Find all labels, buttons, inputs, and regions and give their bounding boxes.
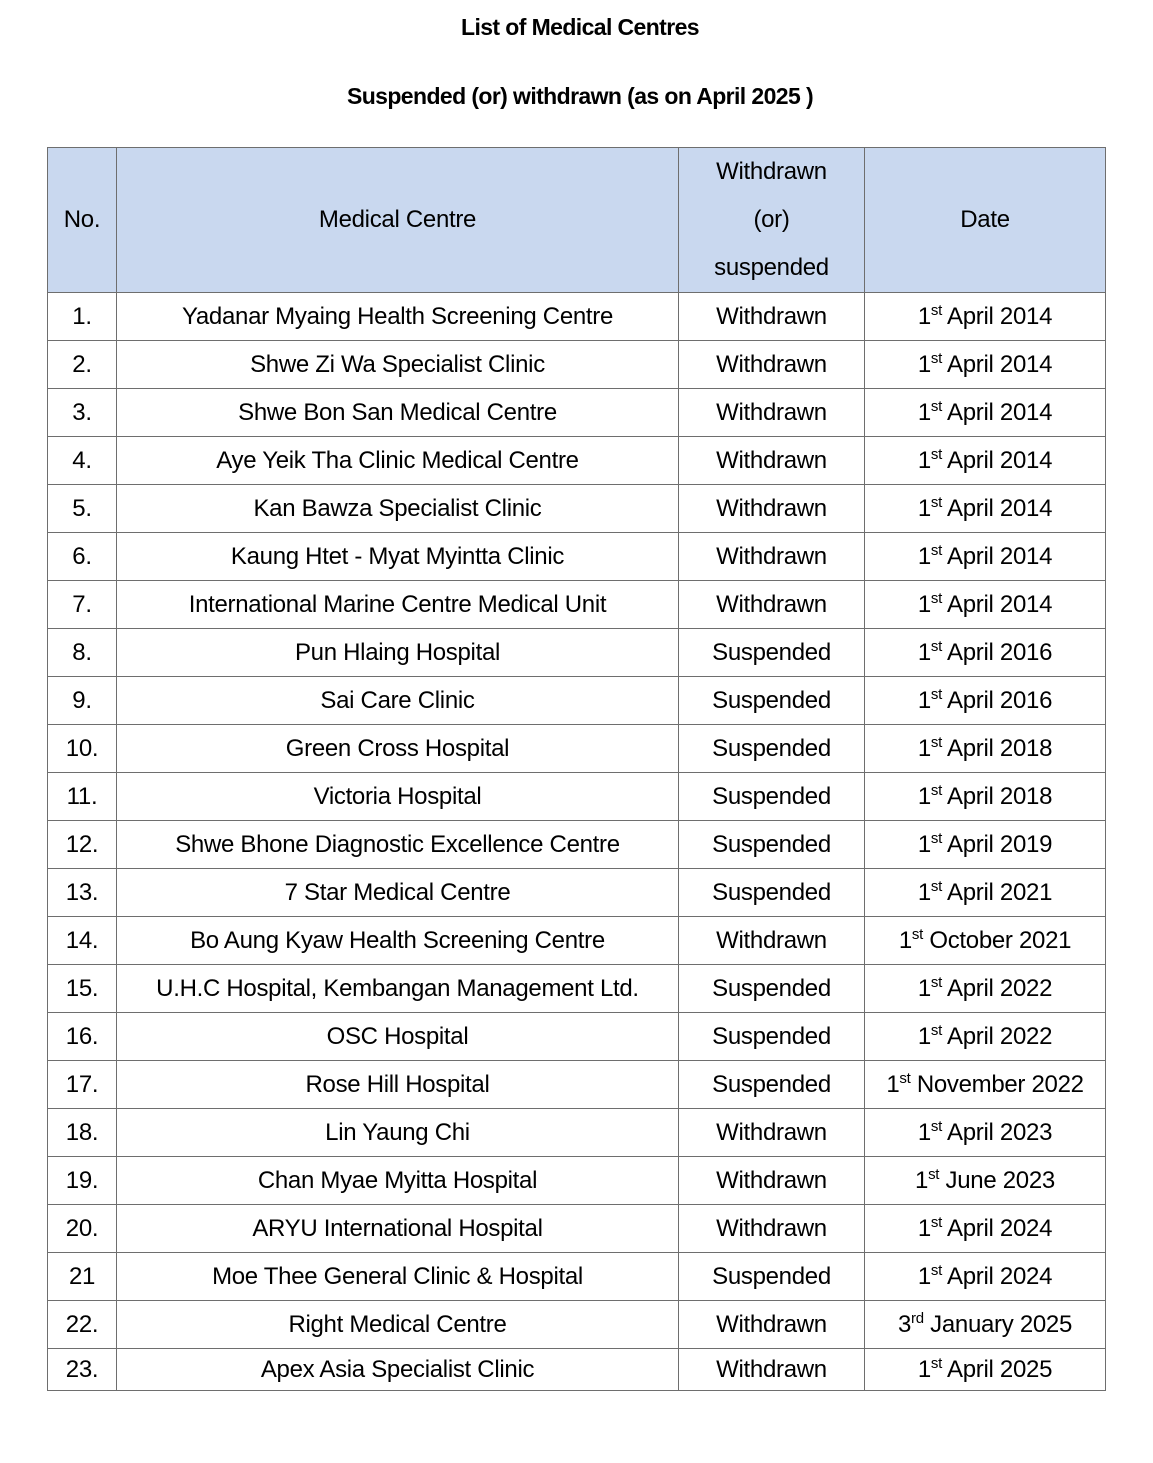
date-day: 1 (917, 734, 931, 762)
medical-centre-name: Apex Asia Specialist Clinic (117, 1349, 679, 1391)
date-day: 1 (917, 974, 931, 1002)
date-cell (865, 1349, 1106, 1391)
column-header-status (679, 148, 865, 293)
status-cell: Withdrawn (679, 1109, 865, 1157)
date-ordinal-suffix: st (930, 781, 942, 799)
date-month-year: April 2019 (942, 830, 1053, 858)
medical-centre-name: Shwe Bhone Diagnostic Excellence Centre (117, 821, 679, 869)
date-day: 1 (917, 686, 931, 714)
table-row (48, 389, 1106, 437)
table-row (48, 437, 1106, 485)
date-ordinal-suffix: st (930, 301, 942, 319)
table-row (48, 773, 1106, 821)
date-day: 1 (917, 494, 931, 522)
medical-centre-name: Aye Yeik Tha Clinic Medical Centre (117, 437, 679, 485)
table-row (48, 821, 1106, 869)
medical-centre-name: Rose Hill Hospital (117, 1061, 679, 1109)
status-cell: Suspended (679, 869, 865, 917)
date-day: 1 (917, 350, 931, 378)
status-cell: Suspended (679, 629, 865, 677)
status-cell: Withdrawn (679, 437, 865, 485)
date-day: 1 (917, 1262, 931, 1290)
date-ordinal-suffix: st (930, 1117, 942, 1135)
row-number: 7. (48, 581, 117, 629)
date-ordinal-suffix: st (928, 1165, 940, 1183)
medical-centre-name: Sai Care Clinic (117, 677, 679, 725)
medical-centre-name: Moe Thee General Clinic & Hospital (117, 1253, 679, 1301)
medical-centre-name: Kaung Htet - Myat Myintta Clinic (117, 533, 679, 581)
row-number: 9. (48, 677, 117, 725)
date-cell (865, 629, 1106, 677)
date-ordinal-suffix: st (930, 349, 942, 367)
table-row (48, 485, 1106, 533)
status-cell: Suspended (679, 965, 865, 1013)
medical-centre-name: Victoria Hospital (117, 773, 679, 821)
date-month-year: April 2014 (942, 542, 1053, 570)
date-ordinal-suffix: st (911, 925, 923, 943)
date-day: 1 (917, 1214, 931, 1242)
column-header-no: No. (48, 148, 117, 293)
table-row (48, 917, 1106, 965)
row-number: 2. (48, 341, 117, 389)
date-day: 1 (917, 830, 931, 858)
date-day: 1 (917, 638, 931, 666)
column-header-medical-centre: Medical Centre (117, 148, 679, 293)
date-ordinal-suffix: st (930, 877, 942, 895)
row-number: 21 (48, 1253, 117, 1301)
date-cell (865, 965, 1106, 1013)
date-ordinal-suffix: st (930, 445, 942, 463)
status-cell: Withdrawn (679, 1349, 865, 1391)
date-cell (865, 1061, 1106, 1109)
date-cell (865, 341, 1106, 389)
status-cell: Withdrawn (679, 1157, 865, 1205)
medical-centre-name: Chan Myae Myitta Hospital (117, 1157, 679, 1205)
table-row (48, 581, 1106, 629)
date-ordinal-suffix: st (930, 1213, 942, 1231)
date-ordinal-suffix: st (899, 1069, 911, 1087)
row-number: 14. (48, 917, 117, 965)
table-row (48, 1157, 1106, 1205)
date-day: 3 (897, 1310, 912, 1338)
status-cell: Withdrawn (679, 485, 865, 533)
status-cell: Withdrawn (679, 1301, 865, 1349)
medical-centre-name: Lin Yaung Chi (117, 1109, 679, 1157)
table-row (48, 293, 1106, 341)
table-row (48, 677, 1106, 725)
status-cell: Withdrawn (679, 1205, 865, 1253)
date-cell (865, 773, 1106, 821)
date-cell (865, 917, 1106, 965)
date-month-year: April 2014 (942, 302, 1053, 330)
status-cell: Suspended (679, 725, 865, 773)
date-month-year: April 2014 (942, 446, 1053, 474)
date-month-year: April 2024 (942, 1214, 1053, 1242)
table-row (48, 965, 1106, 1013)
medical-centre-name: 7 Star Medical Centre (117, 869, 679, 917)
table-row (48, 1253, 1106, 1301)
row-number: 15. (48, 965, 117, 1013)
date-ordinal-suffix: st (930, 973, 942, 991)
date-day: 1 (917, 1022, 931, 1050)
status-cell: Withdrawn (679, 917, 865, 965)
date-ordinal-suffix: st (930, 493, 942, 511)
medical-centre-name: ARYU International Hospital (117, 1205, 679, 1253)
date-day: 1 (917, 590, 931, 618)
date-day: 1 (917, 1118, 931, 1146)
date-cell (865, 1109, 1106, 1157)
date-day: 1 (917, 878, 931, 906)
document-title: List of Medical Centres (461, 14, 699, 40)
row-number: 5. (48, 485, 117, 533)
medical-centre-name: Pun Hlaing Hospital (117, 629, 679, 677)
date-month-year: April 2024 (942, 1262, 1053, 1290)
table-header-row (48, 148, 1106, 293)
row-number: 11. (48, 773, 117, 821)
row-number: 10. (48, 725, 117, 773)
row-number: 17. (48, 1061, 117, 1109)
table-row (48, 341, 1106, 389)
date-month-year: April 2025 (942, 1355, 1053, 1383)
table-row (48, 725, 1106, 773)
date-ordinal-suffix: st (930, 829, 942, 847)
date-month-year: April 2014 (942, 494, 1053, 522)
date-month-year: April 2023 (942, 1118, 1053, 1146)
row-number: 8. (48, 629, 117, 677)
date-ordinal-suffix: st (930, 1021, 942, 1039)
table-row (48, 1205, 1106, 1253)
date-cell (865, 1253, 1106, 1301)
date-ordinal-suffix: st (930, 685, 942, 703)
date-ordinal-suffix: st (930, 1261, 942, 1279)
status-cell: Withdrawn (679, 341, 865, 389)
date-day: 1 (898, 926, 912, 954)
row-number: 19. (48, 1157, 117, 1205)
date-day: 1 (886, 1070, 900, 1098)
date-cell (865, 533, 1106, 581)
date-day: 1 (917, 446, 931, 474)
date-month-year: April 2016 (942, 686, 1053, 714)
date-month-year: June 2023 (939, 1166, 1055, 1194)
date-cell (865, 1301, 1106, 1349)
table-row (48, 1109, 1106, 1157)
date-month-year: April 2014 (942, 350, 1053, 378)
date-day: 1 (917, 398, 931, 426)
row-number: 4. (48, 437, 117, 485)
medical-centres-table (47, 147, 1106, 1391)
table-row (48, 1013, 1106, 1061)
status-cell: Suspended (679, 1253, 865, 1301)
date-day: 1 (917, 302, 931, 330)
row-number: 18. (48, 1109, 117, 1157)
status-cell: Withdrawn (679, 389, 865, 437)
date-cell (865, 1205, 1106, 1253)
date-cell (865, 293, 1106, 341)
date-month-year: April 2022 (942, 1022, 1053, 1050)
date-ordinal-suffix: rd (911, 1309, 924, 1327)
date-cell (865, 869, 1106, 917)
medical-centre-name: U.H.C Hospital, Kembangan Management Ltd. (117, 965, 679, 1013)
date-ordinal-suffix: st (930, 541, 942, 559)
status-cell: Suspended (679, 677, 865, 725)
date-month-year: November 2022 (910, 1070, 1084, 1098)
status-cell: Withdrawn (679, 533, 865, 581)
date-month-year: April 2021 (942, 878, 1053, 906)
row-number: 16. (48, 1013, 117, 1061)
date-day: 1 (915, 1166, 929, 1194)
status-cell: Withdrawn (679, 293, 865, 341)
medical-centre-name: Yadanar Myaing Health Screening Centre (117, 293, 679, 341)
date-month-year: April 2022 (942, 974, 1053, 1002)
date-cell (865, 581, 1106, 629)
medical-centre-name: Bo Aung Kyaw Health Screening Centre (117, 917, 679, 965)
status-cell: Suspended (679, 773, 865, 821)
status-cell: Suspended (679, 821, 865, 869)
date-month-year: April 2018 (942, 782, 1053, 810)
date-ordinal-suffix: st (930, 1354, 942, 1372)
status-cell: Suspended (679, 1061, 865, 1109)
medical-centre-name: Shwe Bon San Medical Centre (117, 389, 679, 437)
date-cell (865, 1157, 1106, 1205)
date-month-year: October 2021 (922, 926, 1072, 954)
date-month-year: April 2014 (942, 590, 1053, 618)
medical-centre-name: Shwe Zi Wa Specialist Clinic (117, 341, 679, 389)
row-number: 23. (48, 1349, 117, 1391)
table-row (48, 1061, 1106, 1109)
medical-centre-name: OSC Hospital (117, 1013, 679, 1061)
row-number: 3. (48, 389, 117, 437)
table-row (48, 533, 1106, 581)
table-row (48, 1349, 1106, 1391)
column-header-status-line1: Withdrawn (716, 158, 827, 185)
row-number: 12. (48, 821, 117, 869)
row-number: 22. (48, 1301, 117, 1349)
date-month-year: April 2016 (942, 638, 1053, 666)
date-cell (865, 1013, 1106, 1061)
date-cell (865, 485, 1106, 533)
medical-centre-name: Right Medical Centre (117, 1301, 679, 1349)
date-ordinal-suffix: st (930, 589, 942, 607)
document-subtitle: Suspended (or) withdrawn (as on April 2025 ) (346, 83, 814, 109)
column-header-status-line2: (or) (753, 206, 790, 233)
medical-centre-name: Kan Bawza Specialist Clinic (117, 485, 679, 533)
date-ordinal-suffix: st (930, 397, 942, 415)
table-row (48, 869, 1106, 917)
date-cell (865, 821, 1106, 869)
date-ordinal-suffix: st (930, 733, 942, 751)
date-month-year: April 2018 (942, 734, 1053, 762)
medical-centre-name: Green Cross Hospital (117, 725, 679, 773)
date-cell (865, 389, 1106, 437)
medical-centre-name: International Marine Centre Medical Unit (117, 581, 679, 629)
table-body (48, 293, 1106, 1391)
date-ordinal-suffix: st (930, 637, 942, 655)
date-day: 1 (917, 1355, 931, 1383)
date-day: 1 (917, 542, 931, 570)
row-number: 13. (48, 869, 117, 917)
status-cell: Withdrawn (679, 581, 865, 629)
row-number: 1. (48, 293, 117, 341)
status-cell: Suspended (679, 1013, 865, 1061)
column-header-status-line3: suspended (714, 254, 829, 281)
date-cell (865, 437, 1106, 485)
date-month-year: April 2014 (942, 398, 1053, 426)
date-cell (865, 677, 1106, 725)
row-number: 6. (48, 533, 117, 581)
date-month-year: January 2025 (923, 1310, 1073, 1338)
table-row (48, 629, 1106, 677)
row-number: 20. (48, 1205, 117, 1253)
table-row (48, 1301, 1106, 1349)
column-header-date: Date (865, 148, 1106, 293)
date-day: 1 (917, 782, 931, 810)
date-cell (865, 725, 1106, 773)
